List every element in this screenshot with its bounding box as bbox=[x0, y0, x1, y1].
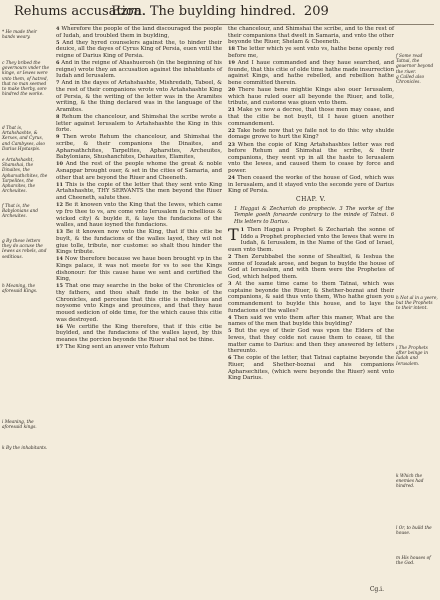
verse-text: Be it knowen now vnto the King, that if this citie be buylt, & the fundacions of the walles layed, they wil not giue tolle, tribute, nor custome: so shalt thou hinder the Kings tribute. bbox=[56, 229, 222, 256]
verse bbox=[228, 328, 394, 355]
verse-text: Take hede now that ye faile not to do this: why shulde domage growe to hurt the King? bbox=[228, 127, 394, 141]
margin-note: * He made their hands weary. bbox=[2, 30, 37, 41]
verse-text: This is the copie of the letter that they sent vnto King Artahshashte, THY SERVANTS the men beyond the Riuer and Cheeneth, salute thee. bbox=[56, 181, 223, 202]
verse-number: 14 bbox=[56, 256, 63, 263]
right-column-chapter-5 bbox=[228, 227, 394, 382]
header-center-title bbox=[14, 2, 426, 22]
verse bbox=[228, 142, 394, 175]
margin-note: i Meaning, the aforesaid kings. bbox=[2, 420, 37, 431]
verse-text: Make ye now a decree, that those men may cease, and that the citie be not buylt, til I haue giuen another commandement. bbox=[228, 107, 394, 127]
verse-text: That one may searche in the boke of the Chronicles of thy fathers, and thou shalt finde in the boke of the Chronicles, and perceiue that this citie is rebellious and noysome vnto Kings and prouinces, and that they haue moued sedicion of olde time, for the which cause this citie was destroyed. bbox=[56, 283, 222, 323]
verse-text: And in the reigne of Ahashuerosh (in the beginning of his reigne) wrote they an accusation against the inhabitants of Iudah and Ierusalem. bbox=[56, 60, 222, 80]
verse-number: 12 bbox=[56, 202, 63, 209]
drop-cap: T bbox=[228, 225, 239, 245]
header-left-title: Rehums accusation. bbox=[14, 4, 147, 19]
verse-number: 6 bbox=[56, 60, 60, 67]
verse bbox=[56, 229, 222, 256]
right-column-chapter-4-end bbox=[228, 26, 394, 195]
verse-number: 4 bbox=[56, 26, 60, 32]
verse-number: 9 bbox=[56, 134, 60, 141]
verse bbox=[228, 227, 394, 254]
margin-note: h Meaning, the aforesaid Kings. bbox=[2, 284, 38, 295]
verse-text: Then wrote Rehum the chancelour, and Shimshai the scribe, & their companions the Dinaites, and Apharsathchites, Tarpelites, Apharsites, Archeuites, Babylonians, Shushanchites, Dehauites, Elamites, bbox=[56, 134, 222, 161]
verse bbox=[228, 175, 394, 195]
margin-note: i The Prophets after beinge in Iudah and Ierusalem. bbox=[396, 346, 429, 367]
verse-text: Then ceased the worke of the house of God, which was in Ierusalem, and it stayed vnto the seconde yere of Darius King of Persia. bbox=[228, 175, 394, 195]
margin-note: c They bribed the governours vnder the kinge, or Iewes were vnto them, of hatred, that no man seemed to make therby, sore hindred the worke. bbox=[2, 61, 50, 98]
verse bbox=[228, 107, 394, 127]
verse bbox=[228, 87, 394, 107]
verse bbox=[228, 128, 394, 141]
header-rule bbox=[70, 24, 434, 25]
margin-note: k By the inhabitants. bbox=[2, 446, 48, 451]
verse-number: 6 bbox=[228, 355, 232, 362]
verse-number: 23 bbox=[228, 141, 235, 148]
verse-number: 11 bbox=[56, 181, 63, 188]
verse-text: And they hyred counselers against the, to hinder their deuice, all the dayes of Cyrus King of Persia, euen vntil the reigne of Darius King of Persia. bbox=[56, 39, 223, 60]
margin-note: g Called also Chronicles. bbox=[396, 75, 425, 86]
verse-text: Then Haggai a Prophet & Zechariah the sonne of Iddo a Prophet prophecied vnto the Iewes that were in Iudah, & Ierusalem, in the Name of the God of Israel, euen vnto them. bbox=[228, 227, 395, 253]
chapter-heading: CHAP. V. bbox=[296, 196, 326, 204]
verse-text: The King sent an answer vnto Rehum bbox=[64, 343, 170, 350]
verse bbox=[56, 60, 222, 80]
verse bbox=[56, 324, 222, 344]
verse-number: 3 bbox=[228, 281, 232, 288]
verse-text: The copie of the letter, that Tatnai captaine beyonde the Riuer, and Shether-boznai and his companions Apharsechites, (which were beyonde the Riuer) sent vnto King Darius. bbox=[228, 355, 394, 382]
verse-number: 16 bbox=[56, 323, 63, 330]
verse bbox=[56, 182, 222, 202]
margin-note: d That is, Artahshashte, & Xerxes, and Cyrus, and Cambyses, also Darius Hystaspis. bbox=[2, 126, 45, 152]
verse-text: Wherefore the people of the land discouraged the people of Iudah, and troubled them in buylding, bbox=[56, 26, 222, 39]
verse bbox=[56, 202, 222, 229]
verse bbox=[228, 315, 394, 328]
catchword: Cg.i. bbox=[369, 586, 384, 593]
page-number: 209 bbox=[303, 4, 329, 19]
verse-number: 24 bbox=[228, 175, 235, 182]
margin-note: k Which the enemies had hindred. bbox=[396, 474, 424, 490]
left-column bbox=[56, 26, 222, 351]
margin-note: l Or, to build the house. bbox=[396, 526, 432, 537]
verse bbox=[228, 46, 394, 59]
margin-note: g By these letters they do accuse the Iewes as rebels, and seditious. bbox=[2, 239, 47, 260]
verse-text: We certifie the King therefore, that if this citie be buylded, and the fundacions of the walles layed, by this meanes the porcion beyonde the Riuer shal not be thine. bbox=[56, 323, 222, 343]
margin-note: h Not al in a yeere, but the Prophets to their intent. bbox=[396, 296, 438, 312]
verse-text: And in the dayes of Artahshashte, Mishredath, Tabeel, & the rest of their companions wrote vnto Artahshashte King of Persia, & the writing of the letter was in the Aramites writing, & the thing declared was in the language of the Aramites. bbox=[56, 80, 222, 114]
verse-text: But the eye of their God was vpon the Elders of the Iewes, that they colde not cause them to cease, til the matter came to Darius: and then they answered by letters thereunto. bbox=[228, 328, 395, 355]
verse-number: 8 bbox=[56, 114, 60, 121]
verse bbox=[56, 26, 222, 39]
verse bbox=[228, 355, 394, 382]
verse-text: Rehum the chancelour, and Shimshai the scribe wrote a letter against Ierusalem to Artahshashte the King in this forte. bbox=[56, 114, 223, 134]
running-header bbox=[14, 2, 426, 22]
verse-text: And I haue commanded and they haue searched, and founde, that this citie of olde time hathe made insurrection against Kings, and hathe rebelled, and rebellion hathe bene committed therein. bbox=[228, 60, 394, 87]
verse bbox=[56, 134, 222, 161]
margin-note: f That is, the Babylonians and Archeuites. bbox=[2, 204, 38, 220]
verse-text: Now therefore because we haue been brought vp in the Kings palace, it was not meete for vs to see the Kings dishonour: for this cause haue we sent and certified the King, bbox=[56, 256, 223, 283]
verse bbox=[56, 256, 222, 283]
margin-note: f Some read Tatnai, the gouernor beyond the riuer. bbox=[396, 54, 434, 75]
verse-number: 10 bbox=[56, 161, 63, 168]
verse bbox=[56, 80, 222, 113]
verse bbox=[56, 283, 222, 323]
verse-text: And the rest of the people whome the great & noble Asnappar brought ouer, & set in the cities of Samaria, and other that are beyond the Riuer and Cheeneth. bbox=[56, 161, 222, 181]
verse-number: 22 bbox=[228, 127, 235, 134]
margin-note: m His houses of the God. bbox=[396, 556, 431, 567]
verse bbox=[228, 26, 394, 46]
verse-number: 1 bbox=[240, 227, 245, 234]
verse-number: 13 bbox=[56, 229, 63, 236]
verse-text: Then Zerubbabel the sonne of Shealtiel, & Ieshua the sonne of Iozadak arose, and began to buylde the house of God at Ierusalem, and with them were the Prophetes of God, which helped them. bbox=[228, 254, 395, 280]
verse-text: Be it knowen vnto the King that the Iewes, which came vp fro thee to vs, are come vnto Ierusalem (a rebellious & wicked city) & buylde it, & laye the fundacions of the walles, and haue ioyned the fundacions. bbox=[56, 202, 222, 229]
verse-number: 18 bbox=[228, 46, 235, 53]
verse-number: 15 bbox=[56, 283, 63, 290]
verse-number: 5 bbox=[56, 39, 60, 46]
verse-number: 20 bbox=[228, 87, 235, 94]
verse-text: At the same time came to them Tatnai, which was captaine beyonde the Riuer, & Shether-boznai and their companions, & said thus vnto them, Who hathe giuen you commandement to buylde this house, and to laye the fundacions of the walles? bbox=[228, 281, 394, 314]
verse bbox=[56, 40, 222, 60]
verse-number: 4 bbox=[228, 314, 232, 321]
verse bbox=[228, 281, 394, 314]
verse-number: 19 bbox=[228, 60, 235, 67]
verse-number: 7 bbox=[56, 80, 60, 87]
verse-number: 21 bbox=[228, 107, 235, 114]
verse-number: 5 bbox=[228, 328, 232, 335]
verse-text: When the copie of King Artahshashtes letter was red before Rehum and Shimshai the scribe, & their companions, they went vp in all the haste to Ierusalem vnto the Iewes, and caused them to cease by force and power. bbox=[228, 141, 395, 175]
verse bbox=[228, 254, 394, 281]
header-center-text: Ezra. The buylding hindred. bbox=[111, 4, 296, 19]
verse-text: The letter which ye sent vnto vs, hathe bene openly red before me, bbox=[228, 46, 394, 60]
verse-text: Then said we vnto them after this maner, What are the names of the men that buylde this buylding? bbox=[228, 314, 394, 328]
verse-number: 17 bbox=[56, 343, 63, 350]
verse bbox=[228, 60, 394, 87]
margin-note: e Artahshasht, Shamshai, the Dinaites, the Apharsathchites, the Tarpelites, the Apharsites, the Archeuites. bbox=[2, 158, 48, 195]
verse-text: the chancelour, and Shimshai the scribe, and to the rest of their companions that dwelt in Samaria, and vnto the other beyonde the Riuer, Shelam & Cheeneth. bbox=[228, 26, 394, 46]
verse-text: There haue bene mightie Kings also ouer Ierusalem, which haue ruled ouer all beyonde the Riuer, and tolle, tribute, and custome was giuen vnto them. bbox=[228, 87, 395, 107]
verse bbox=[56, 344, 222, 351]
verse-number: 2 bbox=[228, 254, 232, 261]
verse bbox=[56, 161, 222, 181]
verse bbox=[56, 114, 222, 134]
chapter-argument: 1 Haggai & Zechariah do prophecie. 3 The worke of the Temple goeth forwarde contrary to the minde of Tatnai. 6 His letters to Darius. bbox=[234, 205, 394, 225]
right-column bbox=[228, 26, 394, 382]
